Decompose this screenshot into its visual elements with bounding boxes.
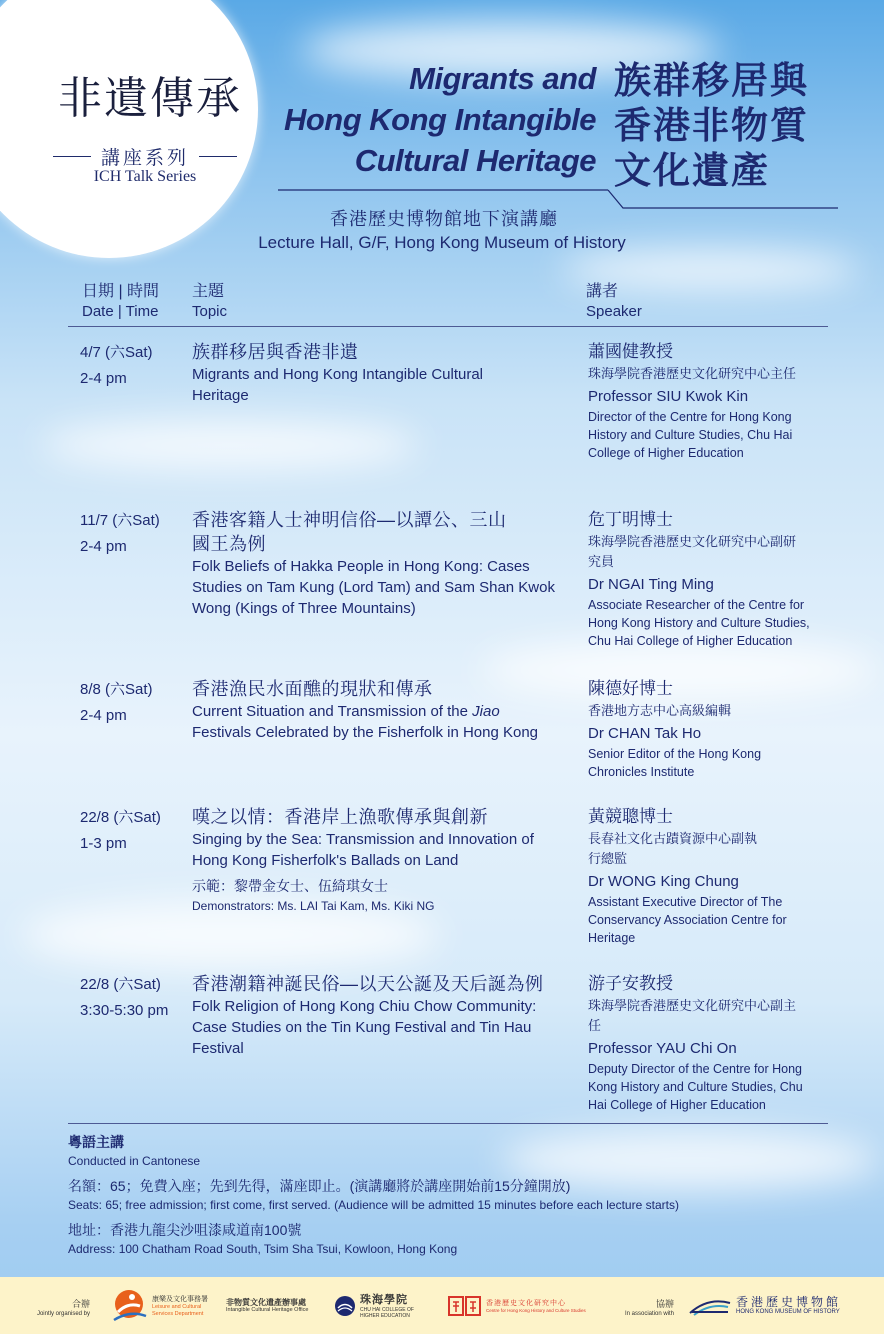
assoc-zh: 協辦 (655, 1299, 674, 1309)
talk-topic (192, 340, 572, 406)
talk-date: 8/8 (六Sat) (80, 681, 153, 698)
speaker-name-en: Professor SIU Kwok Kin (588, 388, 749, 405)
table-bottom-rule (68, 1123, 828, 1124)
speaker-title-en: Assistant Executive Director of The Conservancy Association Centre for Heritage (588, 895, 787, 945)
museum-logo (688, 1287, 872, 1325)
series-seal (0, 0, 258, 258)
talk-topic (192, 508, 572, 619)
lcsd-zh: 康樂及文化事務署 (152, 1295, 208, 1303)
speaker-name-en: Dr NGAI Ting Ming (588, 576, 714, 593)
header-topic (192, 282, 227, 322)
speaker-name-zh: 陳德好博士 (588, 679, 673, 698)
talk-datetime (80, 972, 190, 1024)
talk-topic-zh: 香港潮籍神誕民俗—以天公誕及天后誕為例 (192, 974, 544, 994)
header-speaker-en: Speaker (586, 303, 642, 320)
talk-time: 2-4 pm (80, 707, 127, 724)
talk-topic-zh: 香港漁民水面醮的現狀和傳承 (192, 679, 433, 699)
talk-topic (192, 677, 572, 743)
header-date-en: Date | Time (82, 303, 159, 320)
talk-topic-zh: 嘆之以情：香港岸上漁歌傳承與創新 (192, 807, 488, 827)
ich-office-en: Intangible Cultural Heritage Office (226, 1307, 309, 1313)
speaker-title-zh: 珠海學院香港歷史文化研究中心副主任 (588, 998, 797, 1033)
title-en-line: Hong Kong Intangible (283, 102, 596, 137)
talk-topic-zh: 香港客籍人士神明信俗—以譚公、三山國王為例 (192, 510, 507, 554)
address-zh: 地址：香港九龍尖沙咀漆咸道南100號 (68, 1222, 302, 1238)
museum-en: HONG KONG MUSEUM OF HISTORY (736, 1309, 840, 1315)
history-centre-name (486, 1299, 594, 1314)
lcsd-name (152, 1295, 212, 1318)
talk-topic-en: Migrants and Hong Kong Intangible Cultural Heritage (192, 366, 484, 404)
table-header-rule (68, 326, 828, 327)
page-title-en (284, 58, 596, 181)
venue-en: Lecture Hall, G/F, Hong Kong Museum of History (258, 233, 626, 252)
museum-name (736, 1296, 872, 1316)
lcsd-emblem-icon (110, 1288, 148, 1324)
talk-date: 11/7 (六Sat) (80, 512, 160, 529)
speaker-title-en: Deputy Director of the Centre for Hong Kong History and Culture Studies, Chu Hai College of Higher Education (588, 1062, 803, 1112)
talk-topic-en-italic: Jiao (472, 703, 500, 720)
ich-office-name (226, 1298, 318, 1314)
chu-hai-emblem-icon (334, 1295, 356, 1317)
divider (53, 156, 91, 157)
history-centre-logo (448, 1287, 594, 1325)
speaker-name-zh: 蕭國健教授 (588, 342, 673, 361)
event-info (68, 1132, 828, 1258)
assoc-en: In association with (624, 1311, 674, 1317)
speaker-name-zh: 危丁明博士 (588, 510, 673, 529)
venue-zh: 香港歷史博物館地下演講廳 (330, 209, 558, 229)
talk-topic-en-part: Current Situation and Transmission of the (192, 703, 473, 720)
speaker-title-zh: 珠海學院香港歷史文化研究中心副研究員 (588, 534, 797, 569)
talk-time: 3:30-5:30 pm (80, 1002, 169, 1019)
speaker-name-zh: 游子安教授 (588, 974, 673, 993)
demonstrators-en: Demonstrators: Ms. LAI Tai Kam, Ms. Kiki NG (192, 899, 435, 913)
organiser-logo-bar (0, 1277, 884, 1334)
talk-speaker (588, 972, 828, 1114)
talk-topic-en-part: Festivals Celebrated by the Fisherfolk in Hong Kong (192, 724, 539, 741)
seats-en: Seats: 65; free admission; first come, first served. (Audience will be admitted 15 minutes before each lecture starts) (68, 1198, 679, 1212)
talk-topic-en: Singing by the Sea: Transmission and Innovation of Hong Kong Fisherfolk's Ballads on Land (192, 831, 534, 869)
header-topic-en: Topic (192, 303, 228, 320)
talk-topic-en (192, 701, 562, 743)
speaker-name-en: Professor YAU Chi On (588, 1040, 737, 1057)
talk-date: 22/8 (六Sat) (80, 976, 161, 993)
history-centre-en: Centre for Hong Kong History and Culture Studies (486, 1307, 586, 1313)
language-en: Conducted in Cantonese (68, 1154, 201, 1168)
talk-speaker (588, 805, 828, 947)
speaker-name-zh: 黃競聰博士 (588, 807, 673, 826)
speaker-title-zh: 珠海學院香港歷史文化研究中心主任 (588, 366, 797, 381)
speaker-title-zh: 香港地方志中心高級編輯 (588, 703, 732, 718)
chu-hai-name (360, 1294, 432, 1319)
talk-topic-en: Folk Beliefs of Hakka People in Hong Kong: Cases Studies on Tam Kung (Lord Tam) and Sam Shan Kwok Wong (Kings of Three Mountains) (192, 558, 555, 617)
speaker-title-en: Director of the Centre for Hong Kong History and Culture Studies, Chu Hai College of Higher Education (588, 410, 793, 460)
talk-datetime (80, 508, 190, 560)
jointly-en: Jointly organised by (36, 1311, 90, 1317)
talk-topic (192, 805, 572, 915)
language-zh: 粵語主講 (68, 1134, 124, 1150)
lcsd-logo (110, 1287, 212, 1325)
history-centre-seal-icon (448, 1294, 482, 1318)
divider (199, 156, 237, 157)
speaker-title-en: Associate Researcher of the Centre for Hong Kong History and Culture Studies, Chu Hai College of Higher Education (588, 598, 810, 648)
header-date-zh: 日期 | 時間 (82, 283, 160, 300)
series-subtitle-en: ICH Talk Series (93, 168, 197, 185)
header-speaker (586, 282, 642, 322)
ich-office-zh: 非物質文化遺產辦事處 (226, 1298, 306, 1307)
seats-zh: 名額：65；免費入座；先到先得，滿座即止。(演講廳將於講座開始前15分鐘開放) (68, 1178, 571, 1194)
cloud-decoration (40, 420, 420, 470)
lcsd-en: Leisure and Cultural Services Department (152, 1303, 204, 1317)
talk-date: 4/7 (六Sat) (80, 344, 153, 361)
title-en-line: Cultural Heritage (354, 143, 596, 178)
title-zh-line: 族群移居與 (614, 60, 809, 101)
talk-speaker (588, 340, 828, 462)
history-centre-zh: 香港歷史文化研究中心 (486, 1299, 566, 1307)
speaker-title-en: Senior Editor of the Hong Kong Chronicles Institute (588, 747, 762, 779)
series-title: 非遺傳承 (58, 73, 242, 124)
jointly-organised-label (24, 1299, 90, 1319)
chu-hai-en: CHU HAI COLLEGE OF HIGHER EDUCATION (360, 1306, 414, 1319)
title-en-line: Migrants and (409, 61, 596, 96)
talk-time: 2-4 pm (80, 538, 127, 555)
in-association-label (610, 1299, 674, 1319)
chu-hai-logo (334, 1287, 432, 1325)
talk-datetime (80, 677, 190, 729)
header-speaker-zh: 講者 (586, 283, 619, 300)
talk-topic-en: Folk Religion of Hong Kong Chiu Chow Community: Case Studies on the Tin Kung Festival and Tin Hau Festival (192, 998, 537, 1057)
talk-datetime (80, 805, 190, 857)
title-zh-line: 香港非物質 (614, 105, 809, 146)
talk-topic (192, 972, 572, 1059)
talk-time: 1-3 pm (80, 835, 127, 852)
talk-date: 22/8 (六Sat) (80, 809, 161, 826)
address-en: Address: 100 Chatham Road South, Tsim Sha Tsui, Kowloon, Hong Kong (68, 1242, 458, 1256)
talk-datetime (80, 340, 190, 392)
header-date (82, 282, 159, 322)
speaker-title-zh: 長春社文化古蹟資源中心副執行總監 (588, 831, 758, 866)
title-zh-line: 文化遺產 (614, 150, 770, 191)
series-subtitle (30, 143, 260, 170)
jointly-zh: 合辦 (71, 1299, 90, 1309)
ich-office-logo (226, 1287, 318, 1325)
chu-hai-zh: 珠海學院 (360, 1293, 408, 1306)
talk-time: 2-4 pm (80, 370, 127, 387)
page-title-zh (614, 58, 864, 193)
talk-speaker (588, 677, 828, 781)
header-topic-zh: 主題 (192, 283, 225, 300)
talk-topic-zh: 族群移居與香港非遺 (192, 342, 359, 362)
series-subtitle-zh: 講座系列 (100, 148, 189, 169)
museum-zh: 香港歷史博物館 (736, 1295, 842, 1309)
demonstrators-zh: 示範：黎帶金女士、伍綺琪女士 (192, 878, 388, 894)
talk-speaker (588, 508, 828, 650)
speaker-name-en: Dr CHAN Tak Ho (588, 725, 702, 742)
speaker-name-en: Dr WONG King Chung (588, 873, 739, 890)
museum-emblem-icon (688, 1295, 732, 1317)
